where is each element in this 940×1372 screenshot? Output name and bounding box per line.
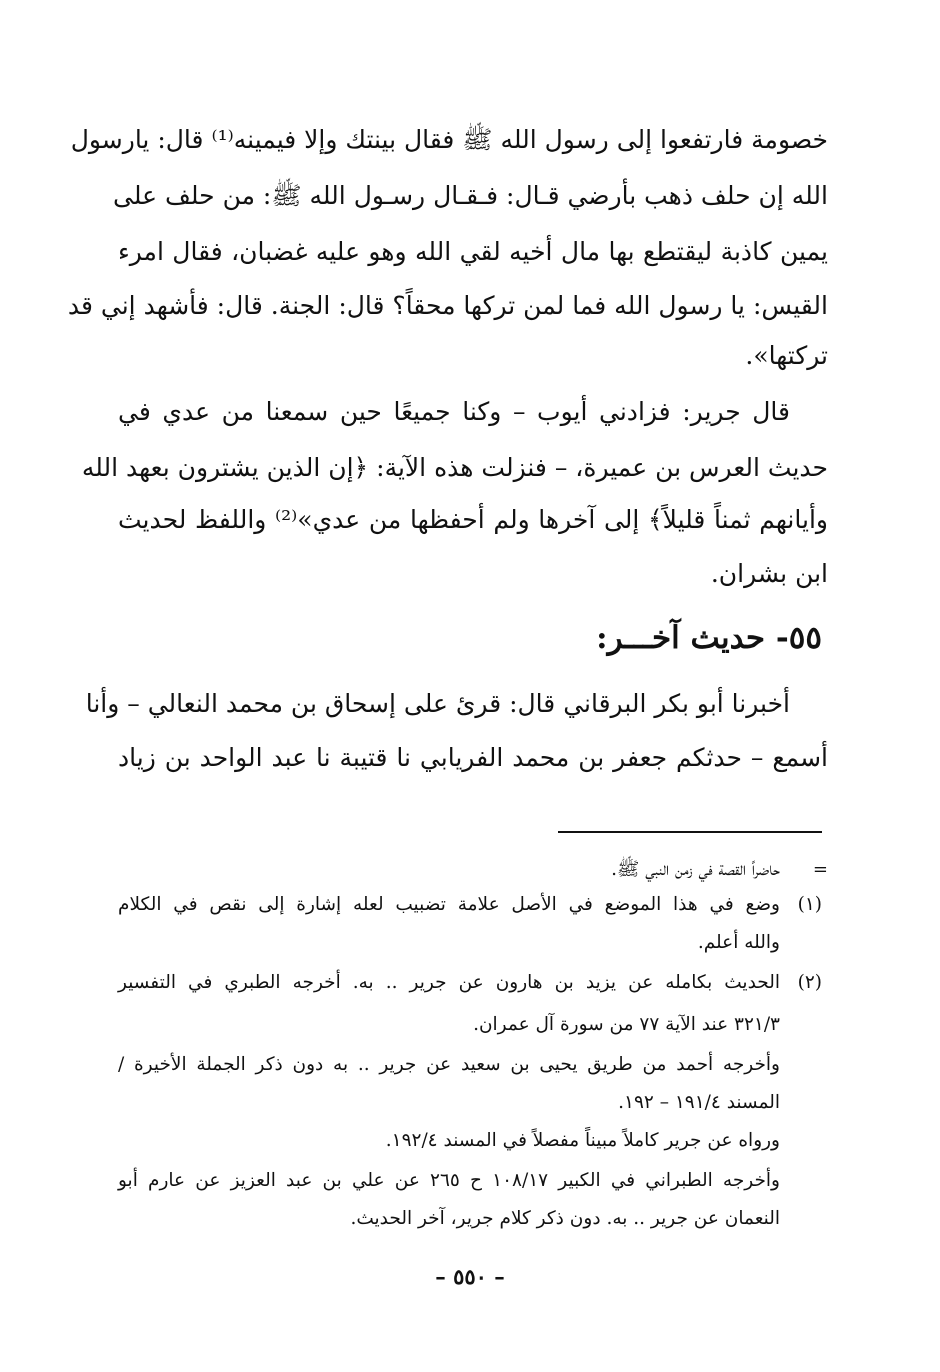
paragraph1-line-2: الله إن حلف ذهب بأرضي قـال: فـقـال رسـول الله ﷺ: من حلف على [113, 181, 828, 210]
paragraph2-line-3: وأيانهم ثمناً قليلاً﴾ إلى آخرها ولم أحفظها من عدي»⁽²⁾ واللفظ لحديث [118, 505, 828, 534]
paragraph3-line-2: أسمع – حدثكم جعفر بن محمد الفريابي نا قتيبة نا عبد الواحد بن زياد [118, 743, 828, 772]
section-heading: ٥٥- حديث آخـــر: [596, 620, 822, 656]
paragraph3-line-1: أخبرنا أبو بكر البرقاني قال: قرئ على إسحاق بن محمد النعالي – وأنا [85, 689, 790, 718]
page-number: – ٥٥٠ – [435, 1264, 505, 1289]
footnote-2-line-5: ورواه عن جرير كاملاً مبيناً مفصلاً في المسند ١٩٢/٤. [385, 1130, 780, 1151]
paragraph2-line-4: ابن بشران. [710, 559, 828, 588]
paragraph1-line-4: القيس: يا رسول الله فما لمن تركها محقاً؟ قال: الجنة. قال: فأشهد إني قد [67, 291, 828, 320]
footnote-2-line-6: وأخرجه الطبراني في الكبير ١٠٨/١٧ ح ٢٦٥ عن علي بن عبد العزيز عن عارم أبو [118, 1170, 780, 1191]
footnote-2-line-2: ٣٢١/٣ عند الآية ٧٧ من سورة آل عمران. [473, 1014, 780, 1035]
paragraph2-line-1: قال جرير: فزادني أيوب – وكنا جميعًا حين سمعنا من عدي في [118, 397, 790, 426]
footnote-2-line-1: الحديث بكامله عن يزيد بن هارون عن جرير .. به. أخرجه الطبري في التفسير [118, 972, 780, 993]
paragraph2-line-2: حديث العرس بن عميرة، – فنزلت هذه الآية: ﴿إن الذين يشترون بعهد الله [81, 453, 828, 482]
footnote-1-number: (١) [797, 894, 822, 915]
footnote-continuation: حاضراً القصة في زمن النبي ﷺ. [611, 859, 780, 880]
footnote-2-number: (٢) [797, 972, 822, 993]
paragraph1-line-3: يمين كاذبة ليقتطع بها مال أخيه لقي الله وهو عليه غضبان، فقال امرء [118, 237, 828, 266]
paragraph1-line-5: تركتها». [745, 341, 828, 370]
footnote-2-line-4: المسند ١٩١/٤ – ١٩٢. [618, 1092, 780, 1113]
footnote-2-line-3: وأخرجه أحمد من طريق يحيى بن سعيد عن جرير .. به دون ذكر الجملة الأخيرة / [118, 1054, 780, 1075]
continuation-mark: = [812, 859, 828, 880]
footnote-2-line-7: النعمان عن جرير .. به. دون ذكر كلام جرير، آخر الحديث. [350, 1208, 780, 1229]
footnote-1-line-2: والله أعلم. [697, 932, 780, 953]
footnote-separator [558, 831, 822, 833]
footnote-1-line-1: وضع في هذا الموضع في الأصل علامة تضبيب لعله إشارة إلى نقص في الكلام [118, 894, 780, 915]
paragraph1-line-1: خصومة فارتفعوا إلى رسول الله ﷺ فقال بينتك وإلا فيمينه⁽¹⁾ قال: يارسول [70, 125, 828, 154]
